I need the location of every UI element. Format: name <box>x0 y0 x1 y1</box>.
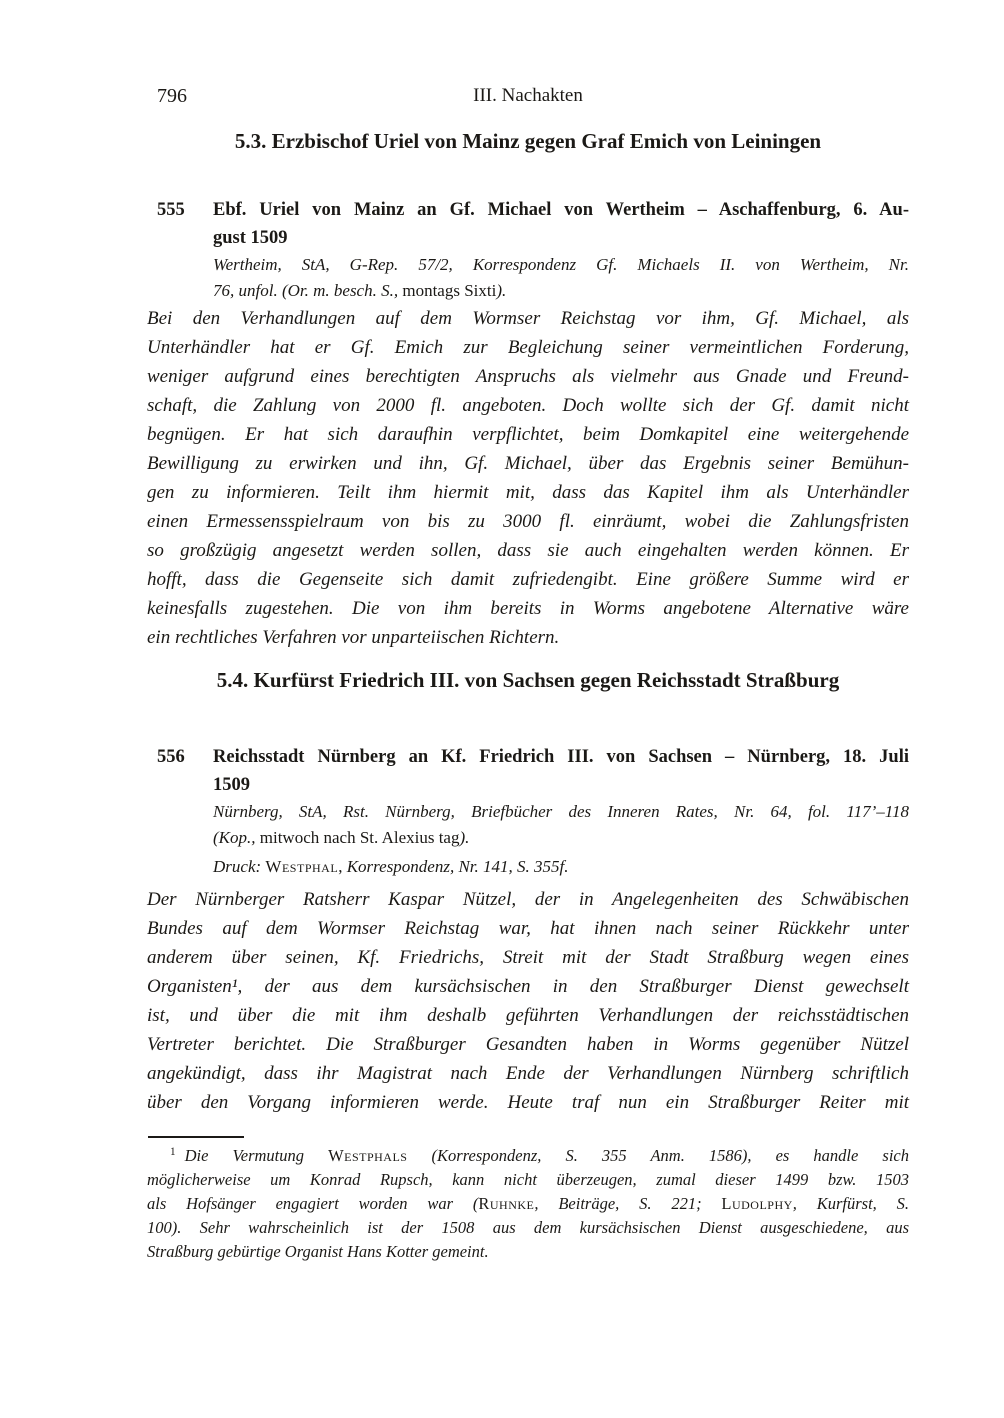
running-head: III. Nachakten <box>473 85 583 106</box>
text-segment: montags Sixti <box>402 281 497 300</box>
entry-title <box>213 743 909 799</box>
source-citation <box>213 252 909 304</box>
footnote-separator <box>148 1136 244 1138</box>
text-line: Unterhändler hat er Gf. Emich zur Begleichung seiner vermeintlichen Forderung, <box>147 337 909 358</box>
text-line <box>213 799 909 825</box>
text-segment: Wertheim, StA, G-Rep. 57/2, Korrespondenz Gf. Michaels II. von Wertheim, Nr. <box>213 255 909 274</box>
entry-555-head <box>157 196 909 252</box>
section-heading-5-3: 5.3. Erzbischof Uriel von Mainz gegen Graf Emich von Leiningen <box>234 129 822 153</box>
text-line: ist, und über die mit ihm deshalb geführten Verhandlungen der reichsstädtischen <box>147 1005 909 1026</box>
text-line: gust 1509 <box>213 228 288 248</box>
text-segment: , Kurfürst, S. <box>792 1194 910 1213</box>
footnote-1 <box>147 1144 909 1264</box>
entry-556 <box>147 743 909 1117</box>
text-segment: Ruhnke <box>478 1194 535 1213</box>
text-line: 1509 <box>213 775 250 795</box>
entry-summary <box>147 304 909 652</box>
section-heading-5-4: 5.4. Kurfürst Friedrich III. von Sachsen gegen Reichsstadt Straßburg <box>216 668 840 692</box>
entry-number: 556 <box>157 747 185 767</box>
text-line: Organisten¹, der aus dem kursächsischen in den Straßburger Dienst gewechselt <box>147 976 909 997</box>
text-segment: , Beiträge, S. 221; <box>534 1194 722 1213</box>
text-segment: mitwoch nach St. Alexius tag <box>259 828 460 847</box>
text-segment: 76, unfol. (Or. m. besch. S., <box>213 281 403 300</box>
text-line: Reichsstadt Nürnberg an Kf. Friedrich III. von Sachsen – Nürnberg, 18. Juli <box>213 747 909 767</box>
text-line <box>213 252 909 278</box>
text-line: ein rechtliches Verfahren vor unparteiischen Richtern. <box>147 627 560 648</box>
text-segment: (Kop., <box>213 828 260 847</box>
text-segment: Druck: <box>213 857 266 876</box>
text-line: einen Ermessensspielraum von bis zu 3000 fl. einräumt, wobei die Zahlungsfristen <box>147 511 909 532</box>
entry-summary <box>147 885 909 1117</box>
text-segment: Westphals <box>328 1146 408 1165</box>
footnote-marker: 1 <box>170 1145 176 1158</box>
text-line: Vertreter berichtet. Die Straßburger Gesandten haben in Worms gegenüber Nützel <box>147 1034 909 1055</box>
page-number: 796 <box>157 85 187 107</box>
text-segment: als Hofsänger engagiert worden war ( <box>147 1194 479 1213</box>
text-line <box>213 278 909 304</box>
text-segment: Die Vermutung <box>184 1146 329 1165</box>
text-line <box>147 1216 909 1240</box>
text-line: gen zu informieren. Teilt ihm hiermit mit, dass das Kapitel ihm als Unterhändler <box>147 482 909 503</box>
text-line: Bundes auf dem Wormser Reichstag war, hat ihnen nach seiner Rückkehr unter <box>147 918 909 939</box>
text-line: so großzügig angesetzt werden sollen, dass sie auch eingehalten werden können. Er <box>147 540 909 561</box>
text-segment: (Korrespondenz, S. 355 Anm. 1586), es handle sich <box>407 1146 909 1165</box>
entry-555 <box>147 196 909 652</box>
text-segment: Nürnberg, StA, Rst. Nürnberg, Briefbücher des Inneren Rates, Nr. 64, fol. 117’–118 <box>213 802 909 821</box>
text-line <box>213 825 909 851</box>
text-line: Der Nürnberger Ratsherr Kaspar Nützel, der in Angelegenheiten des Schwäbischen <box>147 889 909 910</box>
running-header <box>147 84 909 108</box>
text-line <box>147 1144 909 1168</box>
text-line: keinesfalls zugestehen. Die von ihm bereits in Worms angebotene Alternative wäre <box>147 598 909 619</box>
text-line: Bewilligung zu erwirken und ihn, Gf. Michael, über das Ergebnis seiner Bemühun- <box>147 453 909 474</box>
text-segment: Westphal <box>265 857 339 876</box>
source-citation <box>213 799 909 851</box>
text-line: schaft, die Zahlung von 2000 fl. angeboten. Doch wollte sich der Gf. damit nicht <box>147 395 909 416</box>
text-line: über den Vorgang informieren werde. Heute traf nun ein Straßburger Reiter mit <box>147 1092 909 1113</box>
text-segment: Korrespondenz, Nr. 141, S. 355f. <box>346 857 569 876</box>
text-line <box>147 1192 909 1216</box>
text-segment: Straßburg gebürtige Organist Hans Kotter gemeint. <box>147 1242 489 1261</box>
text-segment: möglicherweise um Konrad Rupsch, kann nicht überzeugen, zumal dieser 1499 bzw. 1503 <box>147 1170 909 1189</box>
text-segment: ). <box>459 828 470 847</box>
text-line: Bei den Verhandlungen auf dem Wormser Reichstag vor ihm, Gf. Michael, als <box>147 308 909 329</box>
text-line: weniger aufgrund eines berechtigten Anspruchs als vielmehr aus Gnade und Freund- <box>147 366 909 387</box>
text-line <box>213 853 909 881</box>
text-line: Ebf. Uriel von Mainz an Gf. Michael von Wertheim – Aschaffenburg, 6. Au- <box>213 200 909 220</box>
text-line: hofft, dass die Gegenseite sich damit zufriedengibt. Eine größere Summe wird er <box>147 569 909 590</box>
text-line <box>147 1168 909 1192</box>
text-segment: 100). Sehr wahrscheinlich ist der 1508 aus dem kursächsischen Dienst ausgeschiedene, aus <box>147 1218 909 1237</box>
text-segment: Ludolphy <box>721 1194 793 1213</box>
text-line <box>147 1240 909 1264</box>
text-line: begnügen. Er hat sich daraufhin verpflichtet, beim Domkapitel eine weitergehende <box>147 424 909 445</box>
entry-556-head <box>157 743 909 799</box>
entry-number: 555 <box>157 200 185 220</box>
print-reference <box>213 853 909 881</box>
text-segment: , <box>338 857 347 876</box>
text-line: anderem über seinen, Kf. Friedrichs, Streit mit der Stadt Straßburg wegen eines <box>147 947 909 968</box>
entry-title <box>213 196 909 252</box>
text-line: angekündigt, dass ihr Magistrat nach Ende der Verhandlungen Nürnberg schriftlich <box>147 1063 909 1084</box>
text-segment: ). <box>496 281 507 300</box>
text-block <box>147 0 909 1264</box>
